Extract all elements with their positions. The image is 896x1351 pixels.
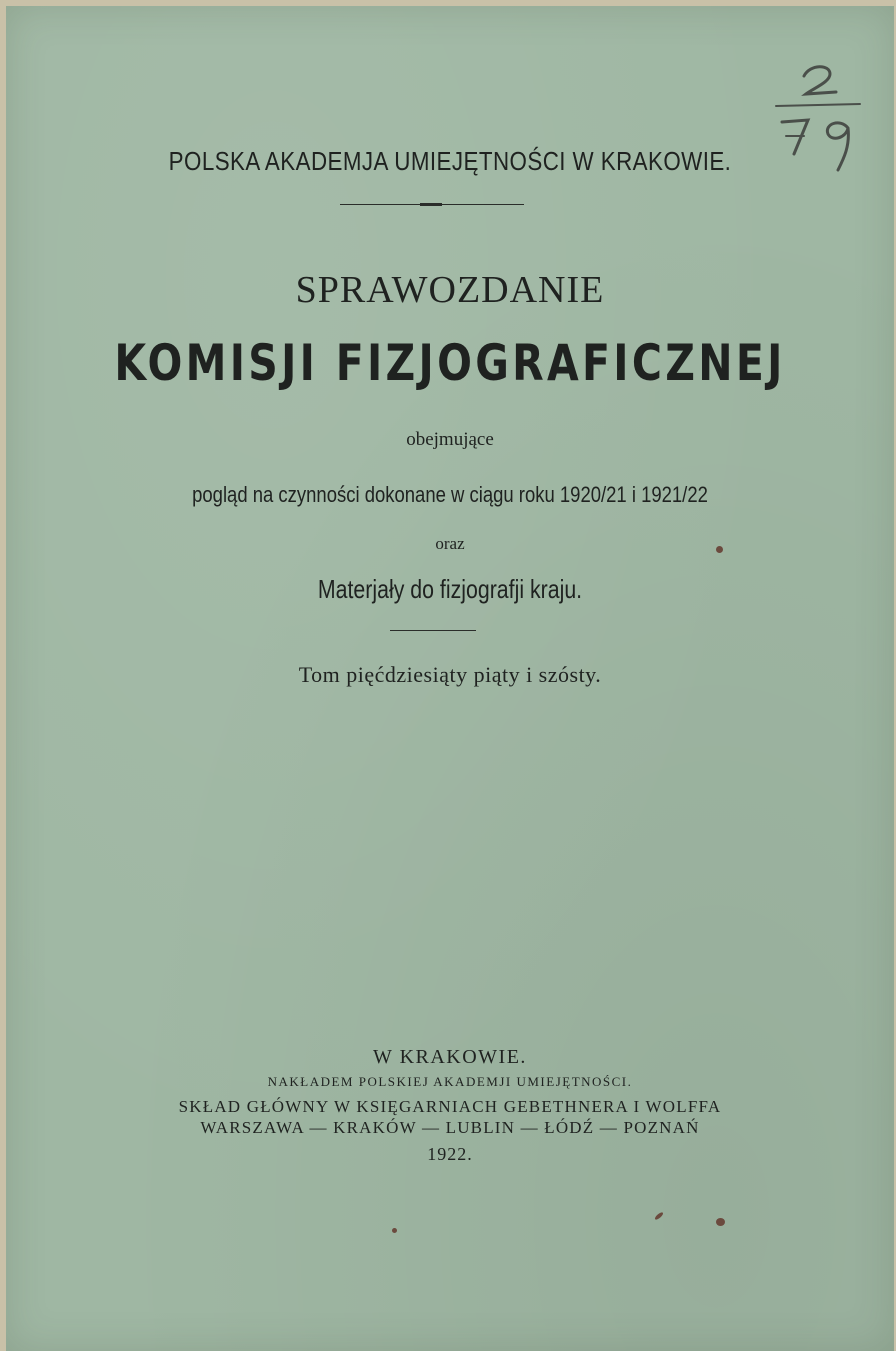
academy-header: POLSKA AKADEMJA UMIEJĘTNOŚCI W KRAKOWIE. bbox=[168, 146, 732, 176]
subtitle-poglad: pogląd na czynności dokonane w ciągu roku 1920/21 i 1921/22 bbox=[192, 482, 708, 507]
volume-divider bbox=[390, 630, 476, 631]
imprint-publisher: NAKŁADEM POLSKIEJ AKADEMJI UMIEJĘTNOŚCI. bbox=[267, 1074, 633, 1089]
paper-speck bbox=[654, 1211, 664, 1220]
imprint-cities: WARSZAWA — KRAKÓW — LUBLIN — ŁÓDŹ — POZNAŃ bbox=[200, 1118, 700, 1137]
title-line-1: SPRAWOZDANIE bbox=[295, 269, 605, 311]
volume-statement: Tom pięćdziesiąty piąty i szósty. bbox=[298, 662, 602, 687]
subtitle-materjaly: Materjały do fizjografji kraju. bbox=[317, 574, 583, 604]
imprint-depot: SKŁAD GŁÓWNY W KSIĘGARNIACH GEBETHNERA I WOLFFA bbox=[178, 1097, 722, 1116]
paper-speck bbox=[392, 1228, 397, 1233]
title-line-2: KOMISJI FIZJOGRAFICZNEJ bbox=[114, 334, 786, 392]
imprint-year: 1922. bbox=[427, 1144, 473, 1164]
header-divider-ornament bbox=[420, 203, 442, 206]
paper-speck bbox=[716, 546, 723, 553]
handwritten-shelfmark bbox=[764, 58, 864, 178]
book-cover bbox=[6, 6, 894, 1351]
subtitle-obejmujace: obejmujące bbox=[406, 429, 494, 450]
imprint-city: W KRAKOWIE. bbox=[373, 1046, 527, 1068]
subtitle-oraz: oraz bbox=[435, 534, 465, 553]
paper-speck bbox=[716, 1218, 725, 1226]
